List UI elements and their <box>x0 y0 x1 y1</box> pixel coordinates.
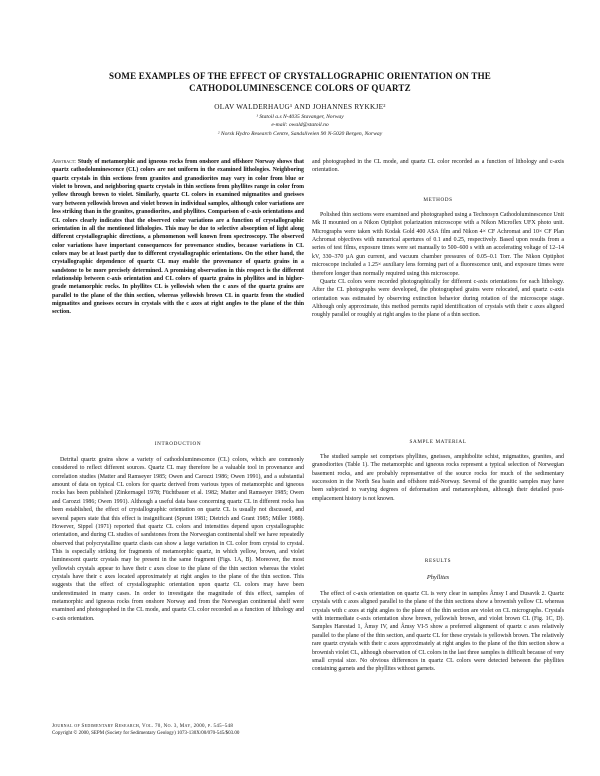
methods-paragraph-1: Polished thin sections were examined and photographed using a Technosyn Cathodoluminescence Unit Mk II mounted on a Nikon Optiphot polarization microscope with a Nikon Microflex UFX photo unit. Micrographs were taken with Kodak Gold 400 ASA film and Nikon 4× CF Achromat and 10× CF Plan Achromat objectives with numerical apertures of 0.1 and 0.25, respectively. Based upon results from a series of test films, exposure times were set manually to 500–600 s with an accelerating voltage of 12–14 kV, 330–370 µA gun current, and vacuum chamber pressures of 0.05–0.1 Torr. The Nikon Optiphot microscope included a 1.25× auxiliary lens forming part of a fluorescence unit, and exposure times were therefore longer than normally required using this microscope. <box>312 212 564 277</box>
methods-heading: METHODS <box>423 197 453 203</box>
abstract <box>52 158 304 317</box>
introduction-section <box>52 456 304 623</box>
intro-continuation-text: and photographed in the CL mode, and quartz CL color recorded as a function of lithology and c-axis orientation. <box>312 159 564 174</box>
right-column-continuation <box>312 158 564 175</box>
results-paragraph: The effect of c-axis orientation on quartz CL is very clear in samples Åmsy I and Dusavik 2. Quartz crystals with c axes aligned parallel to the plane of the thin sections show a brownish yellow CL whereas crystals with c axes at right angles to the plane of the thin section are violet on CL micrographs. Crystals with intermediate c-axis orientation show brown, yellowish brown, and violet brown CL (Fig. 1C, D). Samples Harestad 1, Åmsy IV, and Åmsy VI-5 show a preferred alignment of quartz c axes relatively parallel to the plane of the thin section, and quartz CL for these crystals is yellowish brown. The relatively rare quartz crystals with their c axes approximately at right angles to the plane of the thin section show a brownish violet CL, although observation of CL colors in the last three samples is difficult because of very small crystal size. No obvious differences in quartz CL colors were detected between the phyllites containing garnets and the phyllites without garnets. <box>312 591 564 673</box>
left-column <box>52 158 304 317</box>
copyright-line: Copyright © 2000, SEPM (Society for Sedimentary Geology) 1073-130X/00/070-545/$03.00 <box>52 731 240 736</box>
author-list: OLAV WALDERHAUG¹ AND JOHANNES RYKKJE² <box>214 103 386 111</box>
sample-material-section <box>312 453 564 503</box>
affiliations <box>150 113 450 138</box>
affiliation-1: ¹ Statoil a.s N-4035 Stavanger, Norway <box>256 114 344 120</box>
title-line-1: SOME EXAMPLES OF THE EFFECT OF CRYSTALLOGRAPHIC ORIENTATION ON THE <box>108 71 492 81</box>
paper-title <box>60 70 540 94</box>
affiliation-email: e-mail: owald@statoil.no <box>271 122 329 129</box>
abstract-label: Abstract: <box>52 159 76 165</box>
sample-material-heading: SAMPLE MATERIAL <box>409 439 467 445</box>
journal-citation: Journal of Sedimentary Research, Vol. 70, No. 3, May, 2000, p. 545–548 <box>52 724 234 729</box>
results-heading: RESULTS <box>424 558 452 564</box>
methods-section <box>312 211 564 320</box>
sample-material-paragraph: The studied sample set comprises phyllites, gneisses, amphibolite schist, migmatites, granites, and granodiorites (Table 1). The metamorphic and igneous rocks represent a typical selection of Norwegian basement rocks, and are probably representative of the source rocks for much of the sedimentary succession in the North Sea basin and offshore mid-Norway. Several of the granitic samples may have been subjected to varying degrees of deformation and metamorphism, although their detailed post-emplacement history is not known. <box>312 454 564 502</box>
introduction-heading: INTRODUCTION <box>154 441 202 447</box>
affiliation-2: ² Norsk Hydro Research Centre, Sandsliveien 90 N-5020 Bergen, Norway <box>217 130 383 137</box>
title-line-2: CATHODOLUMINESCENCE COLORS OF QUARTZ <box>189 83 411 93</box>
abstract-text: Study of metamorphic and igneous rocks from onshore and offshore Norway shows that quartz cathodoluminescence (CL) colors are not uniform in the examined lithologies. Neighboring quartz crystals in thin sections from granites and granodiorites may vary in color from blue or violet to brown, and neighboring quartz crystals in thin sections from phyllites range in color from yellow through brown to violet. Similarly, quartz CL colors in examined migmatites and gneisses vary between yellowish brown and violet brown in individual samples, although color variations are less striking than in the granites, granodiorites, and phyllites. Comparison of c-axis orientations and CL colors clearly indicates that the observed color variations are a function of crystallographic orientation in all the mentioned lithologies. This may be due to selective absorption of light along different crystallographic directions, a phenomenon well known from spectroscopy. The observed color variations have important consequences for provenance studies, because variations in CL colors may be at least partly due to different crystallographic orientations. On the other hand, the crystallographic dependence of quartz CL may enable the provenance of quartz grains in a sandstone to be more precisely determined. A promising observation in this respect is the different relationship between c-axis orientation and CL colors of quartz grains in phyllites and in higher-grade metamorphic rocks. In phyllites CL is yellowish when the c axes of the quartz grains are parallel to the plane of the thin section, whereas yellowish brown CL in quartz from the studied migmatites and gneisses occurs in crystals with the c axes at right angles to the plane of the thin section. <box>52 159 304 316</box>
page-footer <box>52 723 352 737</box>
results-section <box>312 590 564 674</box>
methods-paragraph-2: Quartz CL colors were recorded photographically for different c-axis orientations for each lithology. After the CL photographs were developed, the photographed grains were relocated, and quartz c-axis orientation was estimated by observing extinction behavior during rotation of the microscope stage. Although only approximate, this method permits rapid identification of crystals with their c axes aligned roughly parallel or roughly at right angles to the plane of a thin section. <box>312 278 564 319</box>
phyllites-subheading: Phyllites <box>426 574 450 581</box>
introduction-paragraph: Detrital quartz grains show a variety of cathodoluminescence (CL) colors, which are commonly considered to reflect different sources. Quartz CL may therefore be a valuable tool in provenance and correlation studies (Matter and Ramseyer 1985; Owen and Carozzi 1986; Owen 1991), and a substantial amount of data on typical CL colors for quartz derived from various types of metamorphic and igneous rocks has been published (Zinkernagel 1978; Füchtbauer et al. 1982; Matter and Ramseyer 1985; Owen and Carozzi 1986; Owen 1991). Although a useful data base concerning quartz CL in different rocks has been established, the effect of crystallographic orientation on quartz CL is usually not discussed, and several papers state that this effect is insignificant (Sprunt 1981; Dietrich and Grant 1985; Miller 1988). However, Sippel (1971) reported that quartz CL colors and intensities depend upon crystallographic orientation, and during CL studies of sandstones from the Norwegian continental shelf we have repeatedly observed that polycrystalline quartz clasts can show a large variation in CL color from crystal to crystal. This is especially striking for fragments of metamorphic quartz, in which yellow, brown, and violet luminescent quartz crystals may be present in the same fragment (Figs. 1A, B). Moreover, the most yellowish crystals appear to have their c axes close to the plane of the thin section whereas the violet crystals have their c axes located approximately at right angles to the plane of the thin section. This suggests that the effect of crystallographic orientation upon quartz CL colors may have been underestimated in many cases. In order to investigate the magnitude of this effect, samples of metamorphic and igneous rocks from onshore Norway and from the Norwegian continental shelf were examined and photographed in the CL mode, and quartz CL color recorded as a function of lithology and c-axis orientation. <box>52 457 304 622</box>
